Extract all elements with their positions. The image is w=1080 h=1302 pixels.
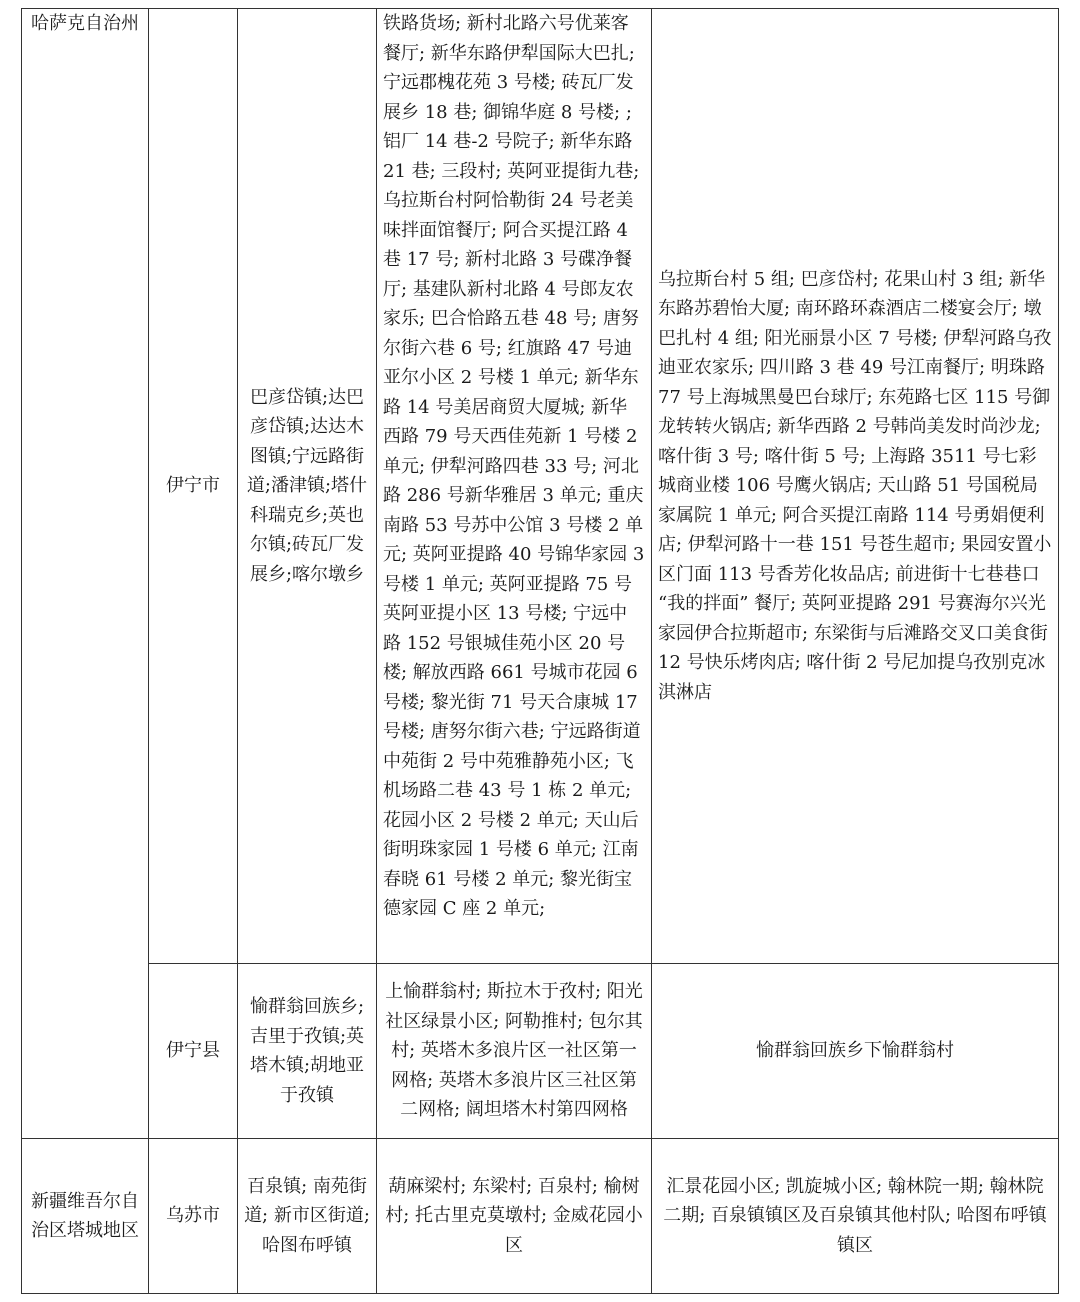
table-row xyxy=(22,1139,1059,1294)
city-cell: 伊宁市 xyxy=(149,9,238,964)
towns-cell: 百泉镇; 南苑街道; 新市区街道; 哈图布呼镇 xyxy=(238,1139,377,1294)
region-cell: 新疆维吾尔自治区塔城地区 xyxy=(22,1139,149,1294)
low-risk-cell: 愉群翁回族乡下愉群翁村 xyxy=(652,964,1059,1139)
low-risk-cell: 乌拉斯台村 5 组; 巴彦岱村; 花果山村 3 组; 新华东路苏碧怡大厦; 南环路环森酒店二楼宴会厅; 墩巴扎村 4 组; 阳光丽景小区 7 号楼; 伊犁河路乌孜迪亚农家乐; 四川路 3 巷 49 号江南餐厅; 明珠路 77 号上海城黑曼巴台球厅; 东苑路七区 115 号御龙转转火锅店; 新华西路 2 号韩尚美发时尚沙龙; 喀什街 3 号; 喀什街 5 号; 上海路 3511 号七彩城商业楼 106 号鹰火锅店; 天山路 51 号国税局家属院 1 单元; 阿合买提江南路 114 号勇娟便利店; 伊犁河路十一巷 151 号苍生超市; 果园安置小区门面 113 号香芳化妆品店; 前进街十七巷巷口 “我的拌面” 餐厅; 英阿亚提路 291 号赛海尔兴光家园伊合拉斯超市; 东梁街与后滩路交叉口美食街 12 号快乐烤肉店; 喀什街 2 号尼加提乌孜别克冰淇淋店 xyxy=(652,9,1059,964)
towns-cell: 巴彦岱镇;达巴彦岱镇;达达木图镇;宁远路街道;潘津镇;塔什科瑞克乡;英也尔镇;砖瓦厂发展乡;喀尔墩乡 xyxy=(238,9,377,964)
medium-risk-cell: 铁路货场; 新村北路六号优莱客餐厅; 新华东路伊犁国际大巴扎; 宁远郡槐花苑 3 号楼; 砖瓦厂发展乡 18 巷; 御锦华庭 8 号楼; ; 铝厂 14 巷-2 号院子; 新华东路 21 巷; 三段村; 英阿亚提街九巷; 乌拉斯台村阿恰勒街 24 号老美味拌面馆餐厅; 阿合买提江路 4 巷 17 号; 新村北路 3 号碟净餐厅; 基建队新村北路 4 号郎友农家乐; 巴合恰路五巷 48 号; 唐努尔街六巷 6 号; 红旗路 47 号迪亚尔小区 2 号楼 1 单元; 新华东路 14 号美居商贸大厦城; 新华西路 79 号天西佳苑新 1 号楼 2 单元; 伊犁河路四巷 33 号; 河北路 286 号新华雅居 3 单元; 重庆南路 53 号苏中公馆 3 号楼 2 单元; 英阿亚提路 40 号锦华家园 3 号楼 1 单元; 英阿亚提路 75 号英阿亚提小区 13 号楼; 宁远中路 152 号银城佳苑小区 20 号楼; 解放西路 661 号城市花园 6 号楼; 黎光街 71 号天合康城 17 号楼; 唐努尔街六巷; 宁远路街道中苑街 2 号中苑雅静苑小区; 飞机场路二巷 43 号 1 栋 2 单元; 花园小区 2 号楼 2 单元; 天山后街明珠家园 1 号楼 6 单元; 江南春晓 61 号楼 2 单元; 黎光街宝德家园 C 座 2 单元; xyxy=(377,9,652,964)
medium-risk-cell: 葫麻梁村; 东梁村; 百泉村; 榆树村; 托古里克莫墩村; 金威花园小区 xyxy=(377,1139,652,1294)
low-risk-cell: 汇景花园小区; 凯旋城小区; 翰林院一期; 翰林院二期; 百泉镇镇区及百泉镇其他村队; 哈图布呼镇镇区 xyxy=(652,1139,1059,1294)
table-row xyxy=(22,964,1059,1139)
towns-cell: 愉群翁回族乡;吉里于孜镇;英塔木镇;胡地亚于孜镇 xyxy=(238,964,377,1139)
risk-area-table xyxy=(21,8,1059,1294)
city-cell: 伊宁县 xyxy=(149,964,238,1139)
table-row xyxy=(22,9,1059,964)
city-cell: 乌苏市 xyxy=(149,1139,238,1294)
medium-risk-cell: 上愉群翁村; 斯拉木于孜村; 阳光社区绿景小区; 阿勒推村; 包尔其村; 英塔木多浪片区一社区第一网格; 英塔木多浪片区三社区第二网格; 阔坦塔木村第四网格 xyxy=(377,964,652,1139)
region-cell: 哈萨克自治州 xyxy=(22,9,149,1139)
